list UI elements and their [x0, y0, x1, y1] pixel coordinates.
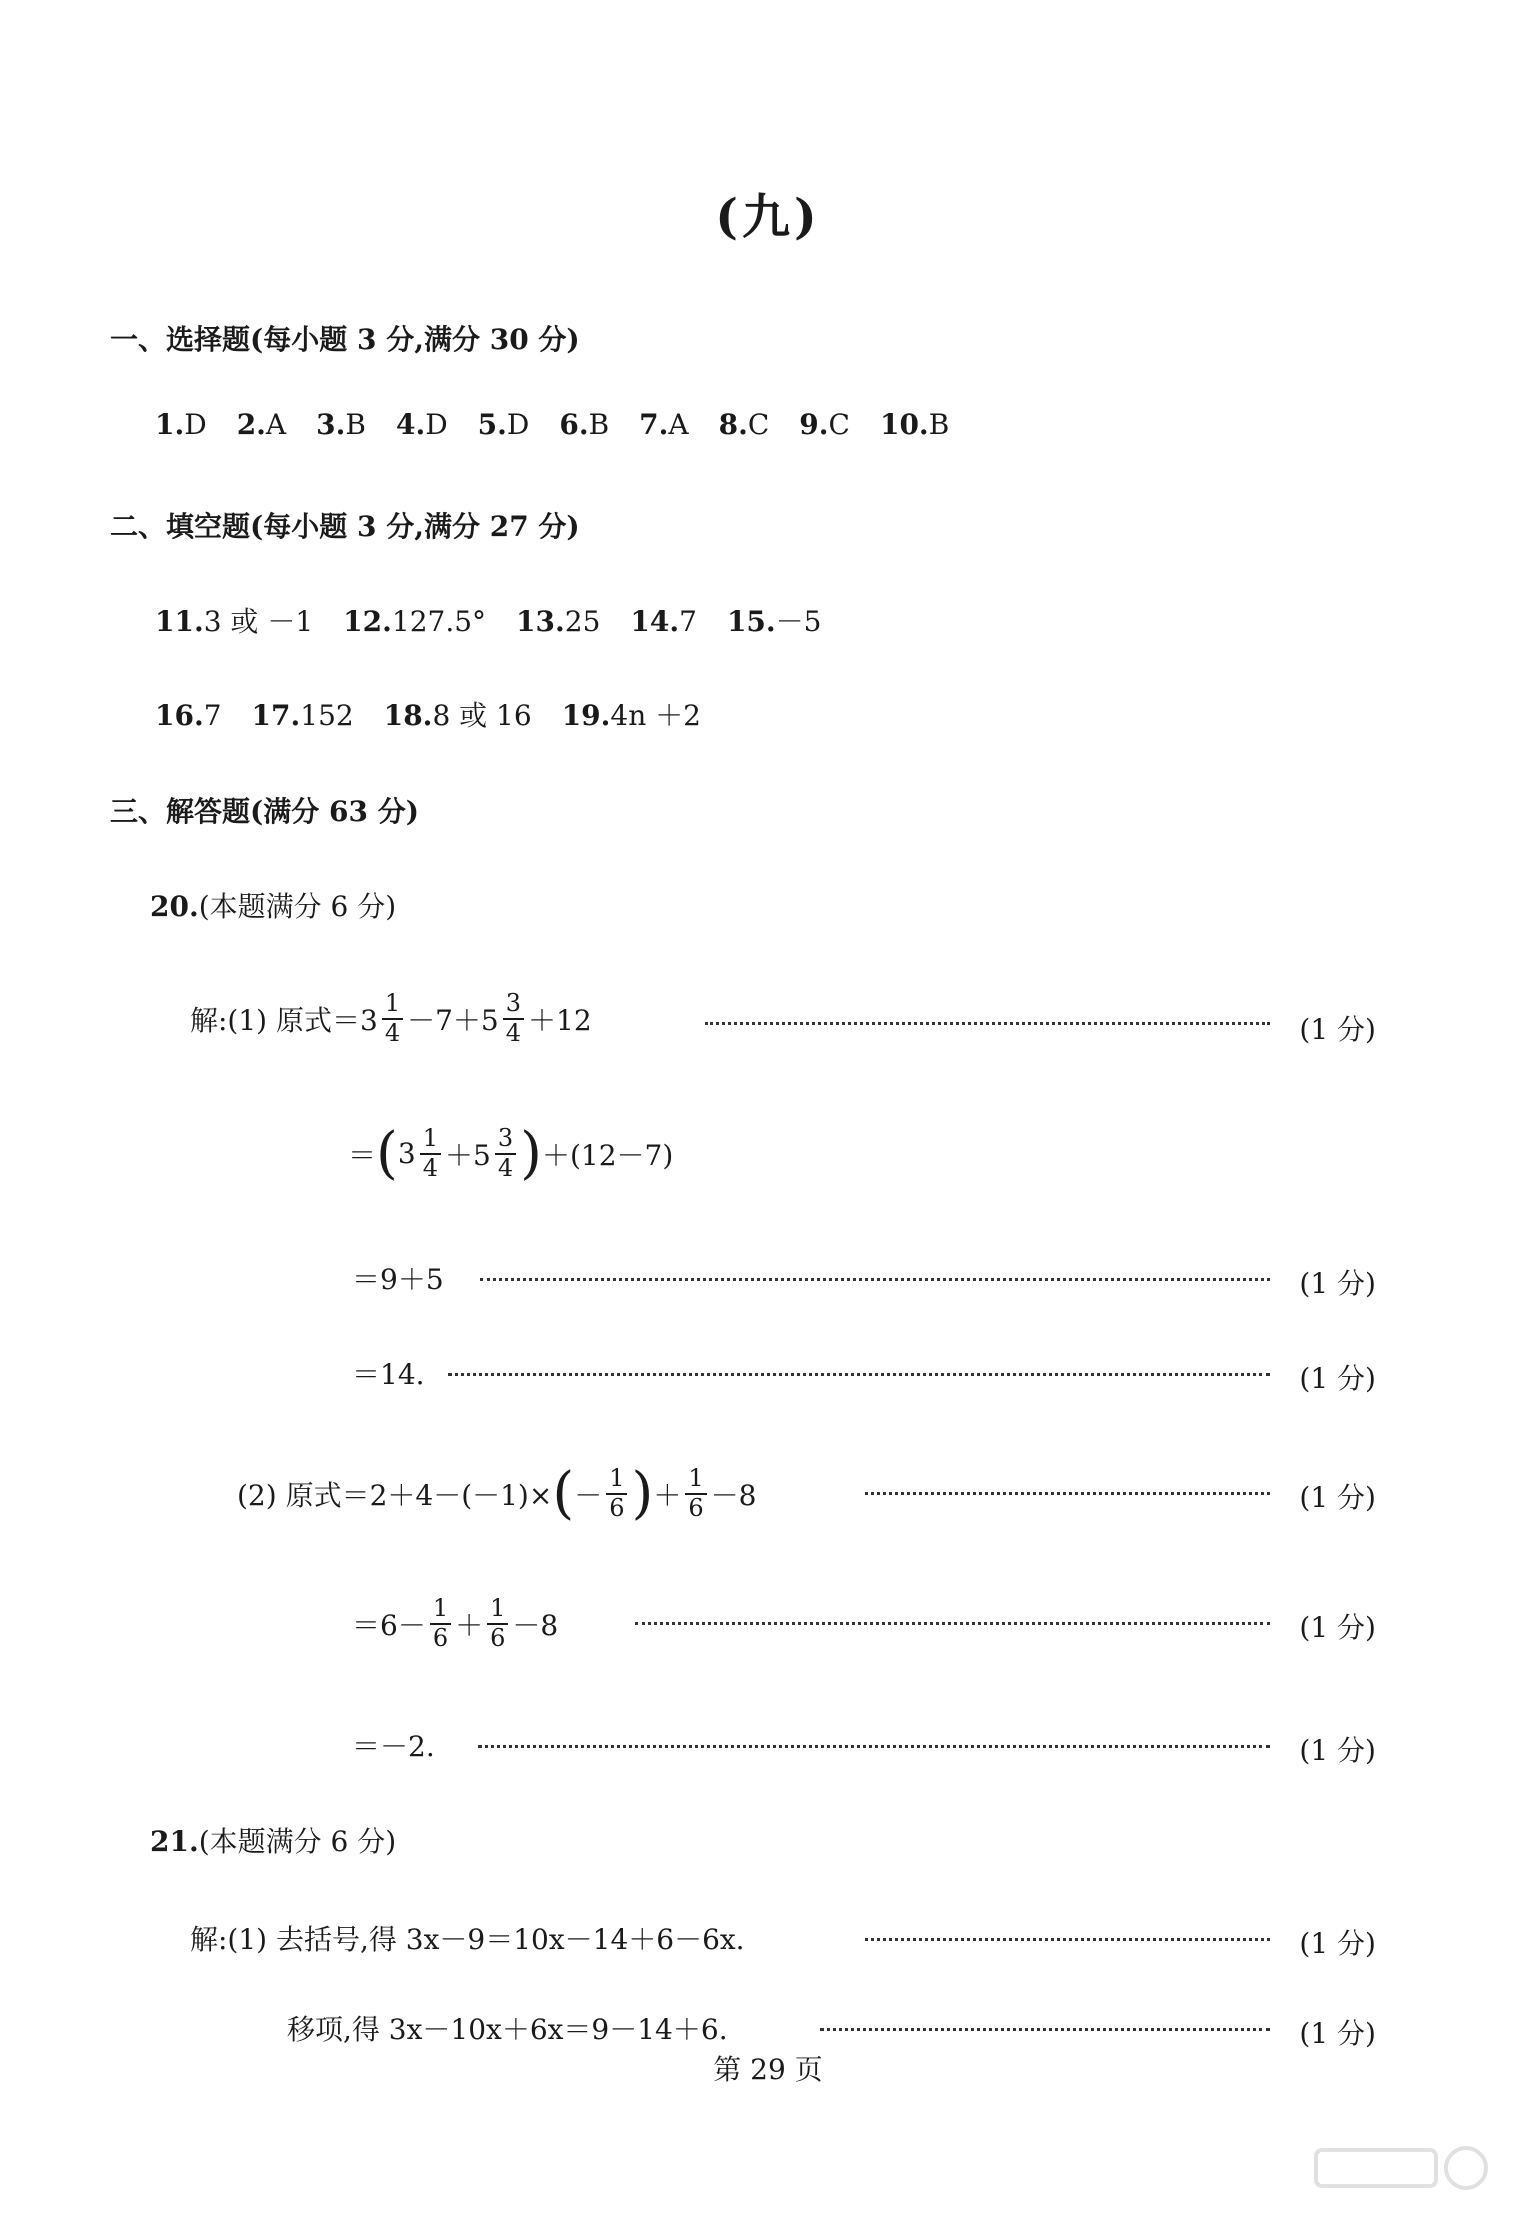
score-mark: (1 分)	[1299, 1013, 1376, 1046]
frac-num: 1	[430, 1595, 451, 1625]
question-number: 7.	[639, 408, 669, 441]
mc-answers-row	[155, 408, 979, 441]
answer-value: 4n ＋2	[610, 699, 701, 732]
answer-value: 152	[300, 699, 354, 732]
question-number: 16.	[155, 699, 204, 732]
fill-answer-item	[343, 605, 486, 638]
question-number: 15.	[726, 605, 776, 638]
question-number: 3.	[316, 408, 346, 441]
fill-answer-item	[630, 605, 697, 638]
frac-den: 6	[609, 1493, 625, 1522]
dot-leader	[820, 2028, 1270, 2031]
question-number: 1.	[155, 408, 185, 441]
q20-l6-end: －8	[512, 1608, 559, 1642]
question-number: 13.	[516, 605, 565, 638]
q20-l1-mid: －7＋5	[407, 1003, 499, 1037]
question-number: 4.	[395, 408, 426, 441]
frac-den: 4	[384, 1018, 401, 1047]
question-number: 19.	[561, 699, 611, 732]
page-number: 第 29 页	[713, 2053, 823, 2086]
frac-num: 3	[495, 1125, 516, 1155]
q20-l2-a: 3	[397, 1137, 416, 1171]
right-paren: )	[520, 1120, 542, 1186]
fraction-1-6	[606, 1465, 627, 1522]
answer-value: B	[588, 408, 610, 441]
q20-number: 20.	[150, 890, 199, 923]
frac-num: 1	[420, 1125, 441, 1155]
q20-l2-prefix: ＝	[348, 1138, 377, 1172]
page-title: (九)	[715, 189, 821, 245]
question-number: 11.	[155, 605, 204, 638]
mc-answer-item	[155, 408, 207, 441]
fill-answers-row-1	[155, 600, 852, 640]
mc-answer-item	[237, 408, 286, 441]
question-number: 18.	[383, 699, 433, 732]
question-number: 8.	[718, 408, 748, 441]
dot-leader	[478, 1745, 1270, 1748]
mc-answer-item	[478, 408, 530, 441]
answer-value: 3 或 －1	[203, 605, 314, 638]
fill-answer-item	[155, 600, 313, 640]
fraction-1-6	[430, 1595, 451, 1652]
q21-line-1: 解:(1) 去括号,得 3x－9＝10x－14＋6－6x.	[190, 1923, 745, 1956]
fraction-1-6	[487, 1595, 508, 1652]
q21-points: (本题满分 6 分)	[198, 1825, 397, 1858]
dot-leader	[865, 1938, 1270, 1941]
frac-den: 4	[505, 1018, 522, 1047]
mc-answer-item	[396, 408, 448, 441]
dot-leader	[705, 1022, 1270, 1025]
mc-answer-item	[316, 408, 366, 441]
score-mark: (1 分)	[1299, 1734, 1376, 1767]
q20-l2-end: ＋(12－7)	[541, 1138, 674, 1172]
question-number: 12.	[343, 605, 392, 638]
frac-num: 1	[685, 1465, 706, 1495]
q20-line-7: ＝－2.	[352, 1730, 435, 1763]
mc-answer-item	[799, 408, 850, 441]
score-mark: (1 分)	[1299, 1611, 1376, 1644]
frac-den: 6	[490, 1623, 506, 1652]
frac-num: 1	[487, 1595, 508, 1625]
frac-den: 4	[497, 1153, 514, 1182]
answer-value: B	[928, 408, 950, 441]
q20-l5-neg: －	[574, 1478, 603, 1512]
section-heading-choice: 一、选择题(每小题 3 分,满分 30 分)	[110, 323, 580, 356]
q20-line-2	[348, 1120, 674, 1186]
q20-line-4: ＝14.	[352, 1358, 425, 1391]
q20-l2-b: ＋5	[444, 1138, 491, 1172]
frac-den: 6	[688, 1493, 704, 1522]
answer-value: C	[747, 408, 770, 441]
q21-header	[150, 1820, 396, 1860]
q20-l5-mid: ＋	[653, 1478, 682, 1512]
left-paren: (	[376, 1120, 398, 1186]
question-number: 6.	[559, 408, 589, 441]
q20-l5-prefix: (2) 原式＝2＋4－(－1)×	[237, 1478, 553, 1512]
left-paren: (	[552, 1460, 575, 1526]
watermark-logo-icon	[1306, 2140, 1506, 2220]
answer-value: 8 或 16	[432, 699, 532, 732]
answer-value: 25	[564, 605, 601, 638]
question-number: 10.	[879, 408, 929, 441]
fraction-3-4	[495, 1125, 516, 1182]
question-number: 2.	[236, 408, 266, 441]
mc-answer-item	[880, 408, 949, 441]
score-mark: (1 分)	[1299, 1362, 1376, 1395]
fraction-1-4	[420, 1125, 441, 1182]
score-mark: (1 分)	[1299, 1481, 1376, 1514]
q20-line-6	[352, 1595, 558, 1652]
q20-line-5	[237, 1460, 757, 1526]
answer-value: D	[506, 408, 530, 441]
question-number: 17.	[251, 699, 301, 732]
mc-answer-item	[719, 408, 770, 441]
answer-value: －5	[775, 605, 822, 638]
q21-number: 21.	[150, 1825, 199, 1858]
q20-points: (本题满分 6 分)	[198, 890, 397, 923]
dot-leader	[448, 1373, 1270, 1376]
answer-value: D	[184, 408, 207, 441]
answer-value: 7	[679, 605, 697, 638]
q20-header	[150, 885, 396, 925]
question-number: 9.	[799, 408, 829, 441]
dot-leader	[480, 1278, 1270, 1281]
q20-l6-prefix: ＝6－	[352, 1608, 426, 1642]
fill-answer-item	[384, 694, 532, 734]
q20-l6-mid: ＋	[455, 1608, 484, 1642]
fill-answer-item	[155, 699, 222, 732]
score-mark: (1 分)	[1299, 1927, 1376, 1960]
right-paren: )	[631, 1460, 654, 1526]
mc-answer-item	[559, 408, 609, 441]
dot-leader	[865, 1492, 1270, 1495]
question-number: 5.	[477, 408, 507, 441]
fill-answers-row-2	[155, 694, 731, 734]
frac-num: 1	[606, 1465, 627, 1495]
section-heading-fill: 二、填空题(每小题 3 分,满分 27 分)	[110, 510, 580, 543]
fill-answer-item	[727, 600, 822, 640]
frac-num: 1	[382, 990, 403, 1020]
q20-line-1	[190, 990, 592, 1047]
fraction-1-6	[685, 1465, 706, 1522]
question-number: 14.	[630, 605, 680, 638]
mc-answer-item	[639, 408, 688, 441]
answer-value: 7	[203, 699, 222, 732]
dot-leader	[635, 1622, 1270, 1625]
watermark-logo	[1306, 2140, 1506, 2220]
fill-answer-item	[252, 699, 354, 732]
answer-value: D	[425, 408, 448, 441]
answer-value: 127.5°	[391, 605, 487, 638]
q20-l1-prefix: 解:(1) 原式＝3	[190, 1003, 378, 1037]
fraction-3-4	[503, 990, 524, 1047]
answer-value: A	[668, 408, 689, 441]
section-heading-solve: 三、解答题(满分 63 分)	[110, 795, 419, 828]
score-mark: (1 分)	[1299, 1267, 1376, 1300]
q20-l1-end: ＋12	[528, 1003, 592, 1037]
q20-l5-end: －8	[710, 1478, 757, 1512]
answer-value: A	[265, 408, 287, 441]
score-mark: (1 分)	[1299, 2017, 1376, 2050]
frac-num: 3	[503, 990, 524, 1020]
answer-value: B	[345, 408, 366, 441]
answer-value: C	[828, 408, 850, 441]
q20-line-3: ＝9＋5	[352, 1263, 444, 1296]
frac-den: 6	[432, 1623, 449, 1652]
frac-den: 4	[422, 1153, 438, 1182]
fill-answer-item	[562, 694, 701, 734]
fill-answer-item	[516, 605, 600, 638]
fraction-1-4	[382, 990, 403, 1047]
q21-line-2: 移项,得 3x－10x＋6x＝9－14＋6.	[287, 2013, 728, 2046]
